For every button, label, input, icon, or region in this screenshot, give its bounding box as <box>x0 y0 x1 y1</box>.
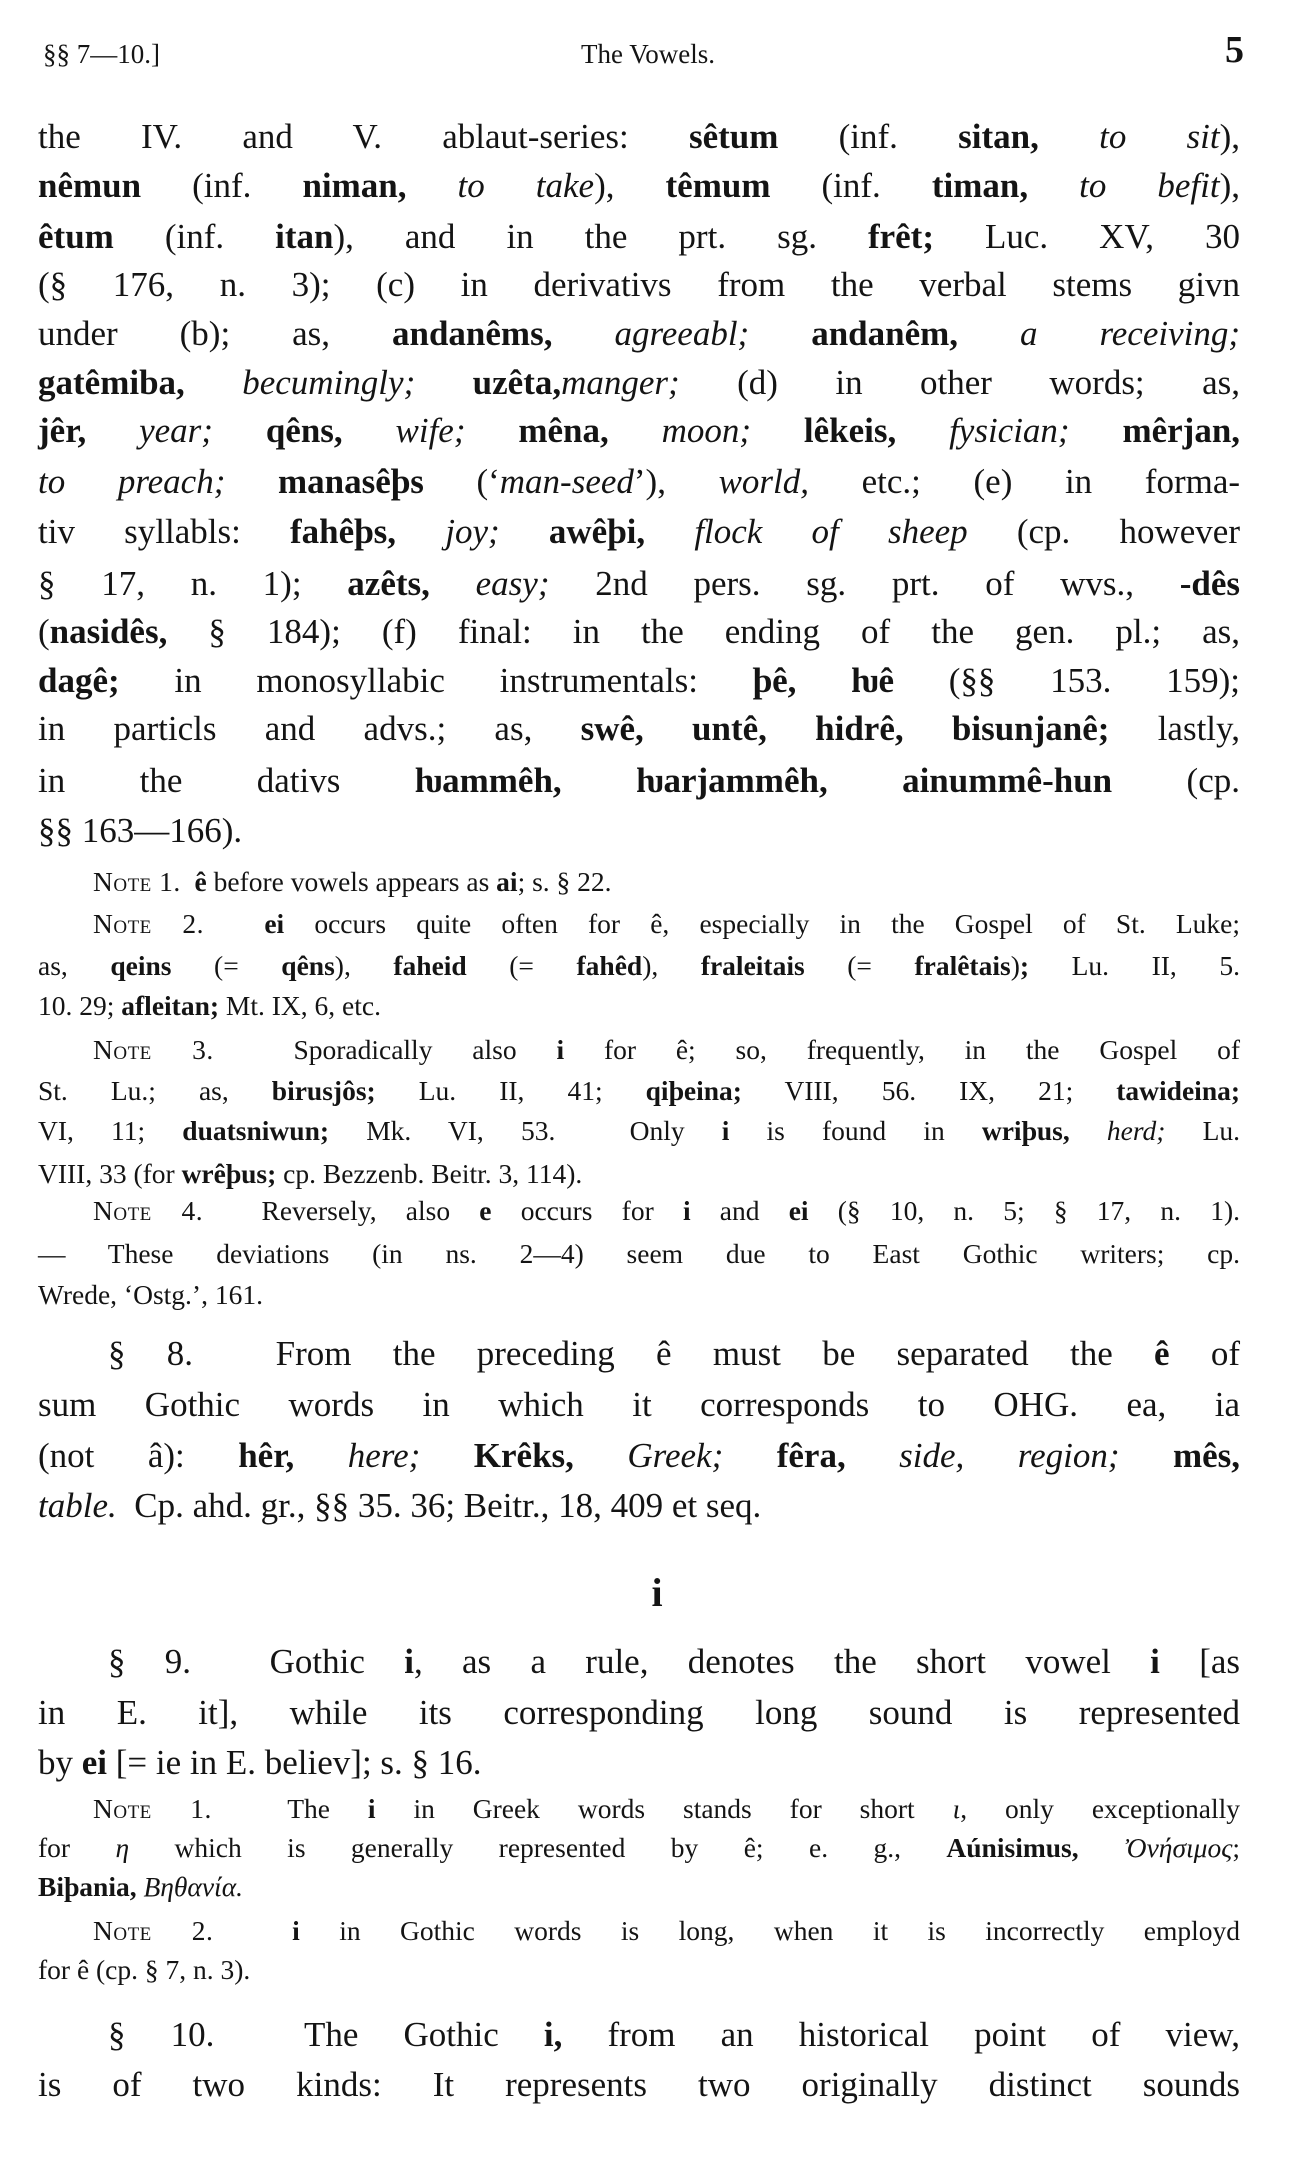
text-run: ) <box>1010 950 1020 981</box>
note-label: Note 2. <box>93 1915 214 1946</box>
text-run: tiv syllabls: <box>38 511 291 551</box>
text-run <box>465 411 518 450</box>
text-run: Lu. II, 5. <box>1029 950 1240 981</box>
bold-term: i <box>367 1793 376 1824</box>
text-run <box>751 411 804 450</box>
text-run: in monosyllabic instrumentals: <box>119 660 753 700</box>
text-run: by <box>38 1742 82 1782</box>
text-run: Sporadically also <box>213 1034 557 1065</box>
bold-term: duatsniwun; <box>182 1115 330 1146</box>
bold-term: sitan, <box>958 116 1039 156</box>
line-content <box>38 1828 1240 1868</box>
text-run: for ê; so, frequently, in the Gospel of <box>564 1034 1240 1065</box>
text-run: — These deviations (in ns. 2—4) seem due to East Gothic writers; cp. <box>38 1238 1240 1269</box>
text-run <box>396 512 445 551</box>
line-content <box>38 260 1240 309</box>
text-run: Mt. IX, 6, etc. <box>219 990 381 1021</box>
bold-term: e <box>479 1195 492 1226</box>
bold-term: gatêmiba, <box>38 362 185 402</box>
note-line <box>38 1950 1240 1990</box>
paragraph-line <box>38 656 1240 705</box>
text-run: VIII, 56. IX, 21; <box>741 1075 1117 1106</box>
line-content <box>93 1911 1240 1951</box>
italic-gloss: flock of sheep <box>694 511 968 551</box>
italic-gloss: Βηθανία. <box>143 1871 244 1902</box>
bold-term: swê, untê, hidrê, bisunjanê; <box>580 708 1110 748</box>
text-run: is found in <box>729 1115 982 1146</box>
text-run: § 9. Gothic <box>108 1641 405 1681</box>
bold-term: sêtum <box>689 116 779 156</box>
bold-term: birusjôs; <box>271 1075 376 1106</box>
text-run <box>86 411 139 450</box>
line-content <box>38 1950 250 1990</box>
paragraph-line <box>38 212 1240 261</box>
text-run: VIII, 33 (for <box>38 1158 182 1189</box>
text-run: 10. 29; <box>38 990 122 1021</box>
text-run: is of two kinds: It represents two originally distinct sounds <box>38 2064 1240 2104</box>
note-line <box>38 946 1240 986</box>
section-heading <box>0 1568 1314 1618</box>
text-run: Cp. ahd. gr., §§ 35. 36; Beitr., 18, 409 et seq. <box>116 1485 762 1525</box>
text-run <box>574 1436 627 1475</box>
note-line <box>93 1911 1240 1951</box>
text-run <box>204 908 264 939</box>
line-content <box>38 309 1240 358</box>
bold-term: þê, ƕê <box>752 660 895 700</box>
paragraph-line <box>38 607 1240 656</box>
text-run <box>1070 1115 1107 1146</box>
line-content <box>38 806 242 855</box>
line-content <box>38 507 1240 556</box>
bold-term: i <box>1150 1641 1160 1681</box>
text-run: (= <box>466 950 577 981</box>
text-run: the IV. and V. ablaut-series: <box>38 116 689 156</box>
text-run: sum Gothic words in which it corresponds to OHG. ea, ia <box>38 1384 1240 1424</box>
text-run: St. Lu.; as, <box>38 1075 272 1106</box>
running-head-title: The Vowels. <box>581 39 715 69</box>
text-run: , only exceptionally <box>960 1793 1240 1824</box>
text-run: (§ 176, n. 3); (c) in derivativs from the verbal stems givn <box>38 264 1240 304</box>
text-run <box>213 1915 292 1946</box>
paragraph-line <box>38 559 1240 608</box>
text-run: § 184); (f) final: in the ending of the gen. pl.; as, <box>167 611 1240 651</box>
text-run <box>1028 166 1079 205</box>
text-run: §§ 163—166). <box>38 810 243 850</box>
text-run <box>415 363 472 402</box>
text-run: ), <box>334 950 394 981</box>
italic-gloss: to sit <box>1099 116 1220 156</box>
text-run: § 10. The Gothic <box>108 2014 544 2054</box>
italic-gloss: joy; <box>445 511 500 551</box>
text-run <box>958 314 1020 353</box>
line-content <box>38 1111 1240 1151</box>
paragraph-line <box>38 1688 1240 1737</box>
text-run <box>609 411 662 450</box>
text-run <box>420 1436 473 1475</box>
line-content <box>38 457 1240 506</box>
bold-term: êtum <box>38 216 114 256</box>
text-run: for ê (cp. § 7, n. 3). <box>38 1954 251 1985</box>
line-content <box>38 1234 1240 1274</box>
text-run: etc.; (e) in forma- <box>809 461 1241 501</box>
text-run <box>749 314 811 353</box>
bold-term: i <box>721 1115 730 1146</box>
bold-term: nasidês, <box>49 611 168 651</box>
line-content <box>38 986 381 1026</box>
text-run: ), <box>1219 116 1241 156</box>
bold-term: afleitan; <box>121 990 220 1021</box>
italic-gloss: a receiving; <box>1020 313 1241 353</box>
bold-term: ê <box>1154 1333 1170 1373</box>
text-run <box>1070 411 1123 450</box>
line-content <box>38 946 1240 986</box>
bold-term: hêr, <box>238 1435 295 1475</box>
bold-term: fahêþs, <box>290 511 397 551</box>
line-content <box>93 1030 1240 1070</box>
note-line <box>93 1191 1240 1231</box>
text-run: , as a rule, denotes the short vowel <box>413 1641 1151 1681</box>
bold-term: -dês <box>1179 563 1240 603</box>
bold-term: fahêd <box>576 950 643 981</box>
note-line <box>38 1867 1240 1907</box>
italic-gloss: fysician; <box>949 410 1070 450</box>
bold-term: ei <box>81 1742 108 1782</box>
line-content <box>38 1380 1240 1429</box>
line-content <box>38 1738 482 1787</box>
paragraph-line <box>38 161 1240 210</box>
text-run: (= <box>171 950 282 981</box>
text-run: § 8. From the preceding ê must be separated the <box>108 1333 1155 1373</box>
text-run: for <box>38 1832 116 1863</box>
text-run: The <box>211 1793 368 1824</box>
bold-term: nêmun <box>38 165 142 205</box>
italic-gloss: manger; <box>561 362 680 402</box>
italic-gloss: Greek; <box>627 1435 724 1475</box>
bold-term: ê <box>194 866 207 897</box>
line-content <box>38 1481 761 1530</box>
bold-term: andanêm, <box>811 313 959 353</box>
text-run <box>213 411 266 450</box>
running-head-sections: §§ 7—10.] <box>43 39 160 69</box>
bold-term: itan <box>275 216 334 256</box>
bold-term: fraleitais <box>700 950 805 981</box>
text-run: (d) in other words; as, <box>679 362 1240 402</box>
italic-gloss: becumingly; <box>242 362 416 402</box>
bold-term: qeins <box>110 950 172 981</box>
text-run: in E. it], while its corresponding long sound is represented <box>38 1692 1240 1732</box>
bold-term: timan, <box>931 165 1029 205</box>
text-run: Lu. II, 41; <box>375 1075 646 1106</box>
text-run: from an historical point of view, <box>562 2014 1240 2054</box>
note-line <box>93 1789 1240 1829</box>
paragraph-line <box>38 1738 1240 1787</box>
text-run <box>225 462 278 501</box>
bold-term: frêt; <box>867 216 934 256</box>
text-run: in the dativs <box>38 760 415 800</box>
bold-term: Aúnisimus, <box>946 1832 1079 1863</box>
paragraph-line <box>38 260 1240 309</box>
text-run <box>430 564 476 603</box>
line-content <box>93 1789 1240 1829</box>
text-run: (‘ <box>423 461 500 501</box>
italic-gloss: Ὀνήσιμος <box>1124 1832 1233 1863</box>
line-content <box>93 862 612 902</box>
bold-term: azêts, <box>347 563 430 603</box>
note-label: Note 1. <box>93 1793 212 1824</box>
bold-term: wrêþus; <box>181 1158 277 1189</box>
bold-term: wriþus, <box>981 1115 1070 1146</box>
italic-gloss: moon; <box>661 410 752 450</box>
note-line <box>38 1154 1240 1194</box>
italic-gloss: agreeabl; <box>614 313 750 353</box>
line-content <box>38 1071 1240 1111</box>
paragraph-line <box>38 507 1240 556</box>
text-run: (inf. <box>770 165 932 205</box>
paragraph-line <box>38 704 1240 753</box>
bold-term: fêra, <box>776 1435 846 1475</box>
text-run: (§ 10, n. 5; § 17, n. 1). <box>808 1195 1240 1226</box>
line-content <box>38 406 1240 455</box>
text-run: (inf. <box>778 116 959 156</box>
paragraph-line <box>38 406 1240 455</box>
italic-gloss: to take <box>457 165 595 205</box>
text-run <box>294 1436 347 1475</box>
bold-term: mês, <box>1172 1435 1241 1475</box>
text-run: occurs quite often for ê, especially in the Gospel of St. Luke; <box>284 908 1240 939</box>
text-run: ( <box>38 611 50 651</box>
line-content <box>38 2060 1240 2109</box>
text-run <box>552 314 614 353</box>
text-run: occurs for <box>491 1195 683 1226</box>
line-content <box>93 904 1240 944</box>
text-run: (§§ 153. 159); <box>894 660 1240 700</box>
paragraph-line <box>38 1481 1240 1530</box>
bold-term: ei <box>788 1195 809 1226</box>
bold-term: ƕammêh, ƕarjammêh, ainummê-hun <box>414 760 1113 800</box>
bold-term: i <box>682 1195 691 1226</box>
page-number: 5 <box>1225 29 1244 71</box>
bold-term: faheid <box>393 950 467 981</box>
text-run: (cp. however <box>967 511 1240 551</box>
line-content <box>38 1154 582 1194</box>
line-content <box>38 1431 1240 1480</box>
text-run: (not â): <box>38 1435 239 1475</box>
bold-term: i <box>651 1570 663 1615</box>
text-run: before vowels appears as <box>206 866 497 897</box>
text-run <box>407 166 458 205</box>
text-run: (= <box>804 950 915 981</box>
text-run: and <box>690 1195 789 1226</box>
note-label: Note 3. <box>93 1034 214 1065</box>
paragraph-line <box>38 112 1240 161</box>
line-content <box>38 161 1240 210</box>
line-content <box>38 607 1240 656</box>
bold-term: Krêks, <box>473 1435 574 1475</box>
italic-gloss: to befit <box>1079 165 1220 205</box>
note-line <box>38 986 1240 1026</box>
text-run: VI, 11; <box>38 1115 183 1146</box>
line-content <box>38 1867 243 1907</box>
line-content <box>38 358 1240 407</box>
line-content <box>651 1568 662 1618</box>
text-run: Luc. XV, 30 <box>934 216 1240 256</box>
bold-term: dagê; <box>38 660 120 700</box>
text-run: Reversely, also <box>203 1195 480 1226</box>
bold-term: tawideina; <box>1116 1075 1241 1106</box>
text-run: as, <box>38 950 111 981</box>
text-run <box>896 411 949 450</box>
bold-term: qêns <box>281 950 335 981</box>
note-label: Note 4. <box>93 1195 204 1226</box>
paragraph-first-line <box>108 2010 1240 2059</box>
bold-term: uzêta, <box>472 362 562 402</box>
line-content <box>108 2010 1240 2059</box>
text-run <box>645 512 694 551</box>
text-run: ; s. § 22. <box>517 866 612 897</box>
bold-term: qêns, <box>265 410 343 450</box>
text-run: in Greek words stands for short <box>375 1793 953 1824</box>
note-line <box>38 1275 1240 1315</box>
text-run: of <box>1169 1333 1241 1373</box>
bold-term: mêrjan, <box>1122 410 1241 450</box>
text-run <box>723 1436 776 1475</box>
text-run: ), <box>642 950 701 981</box>
italic-gloss: to preach; <box>38 461 226 501</box>
line-content <box>38 756 1240 805</box>
note-label: Note 1. <box>93 866 181 897</box>
bold-term: niman, <box>302 165 407 205</box>
italic-gloss: easy; <box>475 563 550 603</box>
note-line <box>38 1071 1240 1111</box>
bold-term: têmum <box>665 165 771 205</box>
paragraph-line <box>38 756 1240 805</box>
text-run <box>1039 117 1099 156</box>
note-label: Note 2. <box>93 908 205 939</box>
bold-term: ei <box>264 908 285 939</box>
text-run <box>846 1436 899 1475</box>
paragraph-line <box>38 457 1240 506</box>
bold-term: i <box>556 1034 565 1065</box>
italic-gloss: year; <box>139 410 213 450</box>
note-line <box>93 904 1240 944</box>
text-run: in Gothic words is long, when it is incorrectly employd <box>299 1915 1241 1946</box>
text-run: Lu. <box>1165 1115 1241 1146</box>
bold-term: jêr, <box>38 410 87 450</box>
note-line <box>38 1828 1240 1868</box>
line-content <box>38 704 1240 753</box>
paragraph-line <box>38 2060 1240 2109</box>
line-content <box>108 1637 1240 1686</box>
text-run <box>181 866 195 897</box>
text-run: ’), <box>633 461 719 501</box>
paragraph-line <box>38 1380 1240 1429</box>
note-line <box>38 1234 1240 1274</box>
text-run: lastly, <box>1109 708 1240 748</box>
paragraph-line <box>38 806 1240 855</box>
bold-term: lêkeis, <box>803 410 897 450</box>
text-run: in particls and advs.; as, <box>38 708 581 748</box>
bold-term: Biþania, <box>38 1871 137 1902</box>
italic-gloss: man-seed <box>499 461 634 501</box>
italic-gloss: herd; <box>1106 1115 1166 1146</box>
paragraph-line <box>38 309 1240 358</box>
italic-gloss: table. <box>38 1485 117 1525</box>
text-run: ), <box>1219 165 1240 205</box>
bold-term: mêna, <box>518 410 609 450</box>
italic-gloss: η <box>115 1832 130 1863</box>
italic-gloss: world, <box>718 461 810 501</box>
italic-gloss: ι <box>952 1793 961 1824</box>
italic-gloss: side, region; <box>899 1435 1120 1475</box>
bold-term: ; <box>1019 950 1030 981</box>
line-content <box>38 559 1240 608</box>
text-run <box>1120 1436 1173 1475</box>
italic-gloss: here; <box>347 1435 421 1475</box>
paragraph-first-line <box>108 1329 1240 1378</box>
text-run: 2nd pers. sg. prt. of wvs., <box>549 563 1180 603</box>
bold-term: i <box>292 1915 300 1946</box>
text-run: which is generally represented by ê; e. g., <box>129 1832 947 1863</box>
text-run: (inf. <box>141 165 303 205</box>
bold-term: fralêtais <box>914 950 1011 981</box>
line-content <box>38 212 1240 261</box>
text-run <box>1079 1832 1124 1863</box>
bold-term: ai <box>496 866 518 897</box>
line-content <box>93 1191 1240 1231</box>
line-content <box>38 1688 1240 1737</box>
text-run: Wrede, ‘Ostg.’, 161. <box>38 1279 263 1310</box>
text-run: Mk. VI, 53. Only <box>329 1115 722 1146</box>
note-line <box>93 1030 1240 1070</box>
text-run: (inf. <box>113 216 276 256</box>
bold-term: manasêþs <box>277 461 424 501</box>
text-run: cp. Bezzenb. Beitr. 3, 114). <box>276 1158 583 1189</box>
line-content <box>108 1329 1240 1378</box>
text-run <box>185 363 242 402</box>
text-run: under (b); as, <box>38 313 392 353</box>
text-run: [as <box>1159 1641 1241 1681</box>
text-run: ), and in the prt. sg. <box>333 216 868 256</box>
bold-term: qiþeina; <box>645 1075 742 1106</box>
text-run <box>500 512 549 551</box>
note-line <box>38 1111 1240 1151</box>
line-content <box>38 656 1240 705</box>
text-run: ; <box>1232 1832 1240 1863</box>
bold-term: andanêms, <box>392 313 553 353</box>
bold-term: awêþi, <box>548 511 646 551</box>
text-run <box>343 411 396 450</box>
paragraph-line <box>38 358 1240 407</box>
line-content <box>38 112 1240 161</box>
bold-term: i <box>404 1641 414 1681</box>
text-run: § 17, n. 1); <box>38 563 348 603</box>
bold-term: i, <box>543 2014 563 2054</box>
italic-gloss: wife; <box>395 410 466 450</box>
paragraph-line <box>38 1431 1240 1480</box>
note-line <box>93 862 1240 902</box>
text-run: [= ie in E. believ]; s. § 16. <box>107 1742 482 1782</box>
text-run: (cp. <box>1112 760 1240 800</box>
text-run: ), <box>594 165 666 205</box>
line-content <box>38 1275 263 1315</box>
paragraph-first-line <box>108 1637 1240 1686</box>
